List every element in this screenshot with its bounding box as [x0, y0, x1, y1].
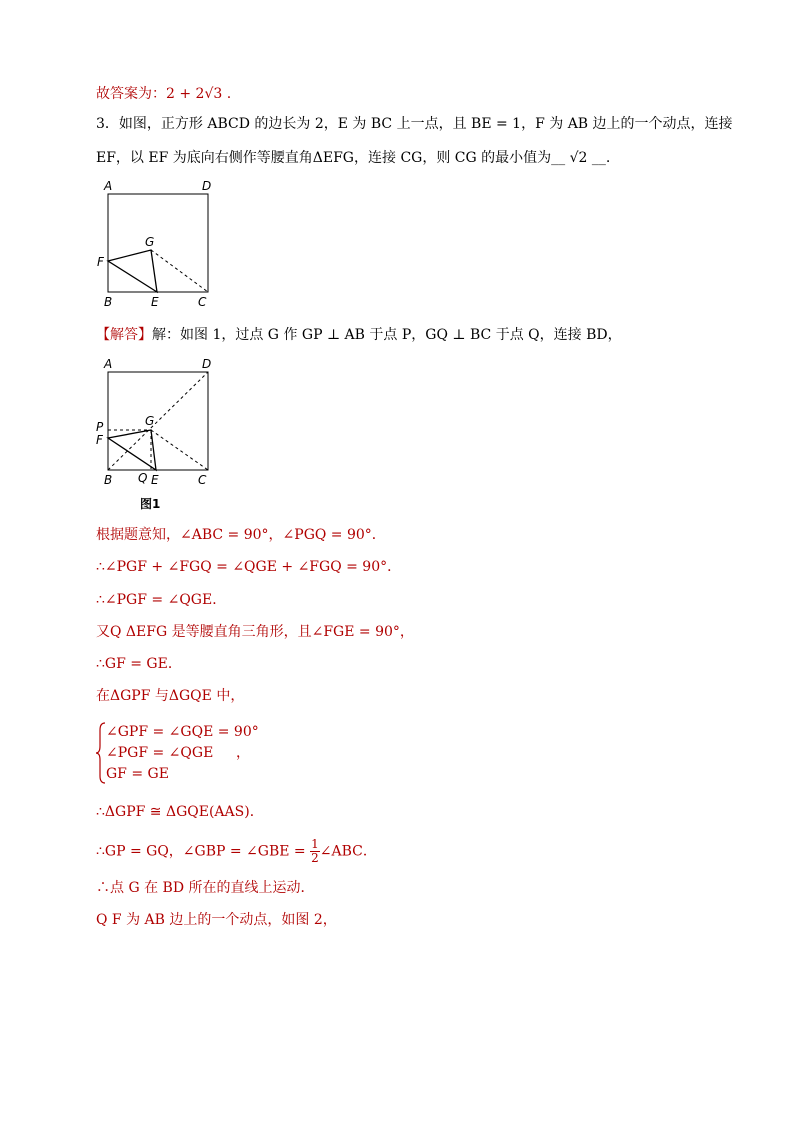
step-7: ∴ΔGPF ≅ ΔGQE(AAS)．: [96, 804, 264, 820]
label-E: E: [151, 295, 159, 309]
step-5: ∴GF = GE．: [96, 656, 182, 672]
figure-1-caption: 图1: [140, 497, 161, 511]
problem-figure: [94, 176, 224, 312]
previous-answer: 故答案为：2 + 2√3 .: [96, 86, 232, 102]
fig1-label-G: G: [145, 414, 155, 428]
label-D: D: [202, 179, 212, 193]
problem-statement-line-1: 3．如图，正方形 ABCD 的边长为 2，E 为 BC 上一点，且 BE = 1，F 为 AB 边上的一个动点，连接: [96, 116, 733, 132]
fig1-label-D: D: [202, 357, 212, 371]
step-2: ∴∠PGF + ∠FGQ = ∠QGE + ∠FGQ = 90°．: [96, 559, 402, 575]
fig1-label-C: C: [198, 473, 207, 487]
label-F: F: [97, 255, 104, 269]
fraction-one-half: $\frac{1}{2}$: [311, 837, 319, 865]
label-B: B: [104, 295, 113, 309]
step-10: Q F 为 AB 边上的一个动点，如图 2，: [96, 912, 337, 928]
fig1-label-B: B: [104, 473, 113, 487]
system-line-1: ∠GPF = ∠GQE = 90°: [106, 724, 259, 740]
fig1-label-Q: Q: [138, 471, 148, 485]
step-9: ∴点 G 在 BD 所在的直线上运动．: [96, 880, 315, 896]
figure-1: [94, 354, 224, 516]
fig1-label-P: P: [96, 420, 104, 434]
system-line-3: GF = GE: [106, 766, 169, 782]
problem-statement-line-2: EF，以 EF 为底向右侧作等腰直角ΔEFG，连接 CG，则 CG 的最小值为__ √2 __.: [96, 150, 611, 166]
solution-intro: 【解答】解：如图 1，过点 G 作 GP ⊥ AB 于点 P，GQ ⊥ BC 于点 Q，连接 BD，: [96, 327, 622, 343]
label-C: C: [198, 295, 207, 309]
system-brace: [96, 722, 106, 784]
system-comma: ，: [236, 745, 250, 761]
solution-label: 【解答】: [96, 327, 152, 343]
fig1-label-F: F: [96, 433, 103, 447]
step-8: ∴GP = GQ，∠GBP = ∠GBE = $\frac{1}{2}$ ∠ABC．: [96, 837, 377, 865]
system-line-2: ∠PGF = ∠QGE: [106, 745, 214, 761]
fig1-label-E: E: [151, 473, 159, 487]
label-G: G: [145, 235, 155, 249]
fig1-label-A: A: [104, 357, 113, 371]
step-4: 又Q ΔEFG 是等腰直角三角形，且∠FGE = 90°，: [96, 624, 414, 640]
label-A: A: [104, 179, 113, 193]
step-6: 在ΔGPF 与ΔGQE 中，: [96, 688, 245, 704]
step-3: ∴∠PGF = ∠QGE．: [96, 592, 227, 608]
step-1: 根据题意知，∠ABC = 90°，∠PGQ = 90°．: [96, 527, 386, 543]
